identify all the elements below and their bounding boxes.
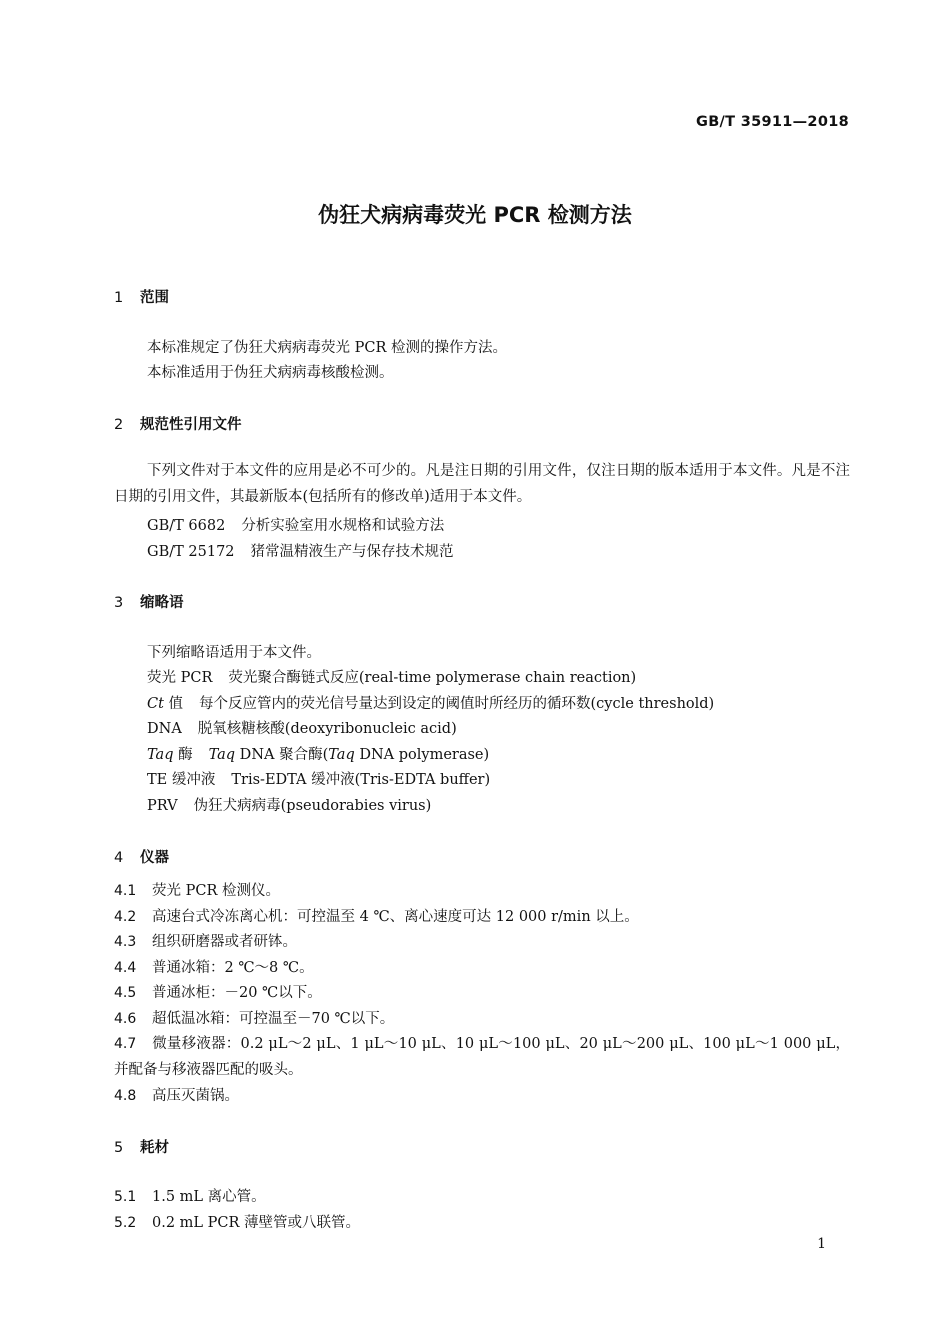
- abbreviation-item: [147, 692, 714, 713]
- abbr-definition: DNA polymerase): [354, 747, 490, 763]
- abbr-term-italic: Ct: [147, 696, 164, 712]
- clause-text: 高压灭菌锅。: [152, 1088, 239, 1104]
- clause-text: 高速台式冷冻离心机：可控温至 4 ℃、离心速度可达 12 000 r/min 以上。: [152, 909, 639, 925]
- clause-text: 超低温冰箱：可控温至－70 ℃以下。: [152, 1011, 395, 1027]
- abbreviation-item: [147, 743, 489, 764]
- section-title: 缩略语: [140, 595, 184, 611]
- section-title: 耗材: [140, 1140, 169, 1156]
- clause-text: 普通冰柜：－20 ℃以下。: [152, 985, 322, 1001]
- section-number: 2: [114, 417, 124, 433]
- abbr-definition: 荧光聚合酶链式反应(real-time polymerase chain reaction): [228, 670, 637, 686]
- clause-text: 0.2 mL PCR 薄壁管或八联管。: [152, 1215, 361, 1231]
- page-number: 1: [817, 1236, 826, 1252]
- clause-number: 4.8: [114, 1088, 137, 1104]
- reference-name: 猪常温精液生产与保存技术规范: [250, 544, 454, 560]
- clause-item: [114, 879, 280, 900]
- section-number: 1: [114, 290, 124, 306]
- abbr-definition-italic: Taq: [208, 747, 236, 763]
- paragraph: 下列缩略语适用于本文件。: [147, 645, 321, 661]
- abbr-definition: DNA 聚合酶(: [235, 747, 329, 763]
- clause-number: 4.2: [114, 909, 137, 925]
- section-number: 5: [114, 1140, 124, 1156]
- abbreviation-item: [147, 666, 636, 687]
- abbreviation-item: [147, 794, 431, 815]
- section-title: 仪器: [140, 850, 169, 866]
- abbr-term: 值: [163, 696, 184, 712]
- section-4-heading: [114, 846, 169, 867]
- abbreviation-item: [147, 717, 457, 738]
- section-number: 4: [114, 850, 124, 866]
- clause-text: 组织研磨器或者研钵。: [152, 934, 297, 950]
- clause-number: 4.4: [114, 960, 137, 976]
- abbr-definition: Tris-EDTA 缓冲液(Tris-EDTA buffer): [231, 772, 491, 788]
- clause-item: [114, 1032, 850, 1083]
- clause-item: [114, 930, 297, 951]
- clause-text: 普通冰箱：2 ℃～8 ℃。: [152, 960, 314, 976]
- clause-number: 4.3: [114, 934, 137, 950]
- reference-item: [147, 514, 444, 535]
- abbr-definition: 伪狂犬病病毒(pseudorabies virus): [193, 798, 432, 814]
- section-2-heading: [114, 413, 242, 434]
- section-title: 范围: [140, 290, 169, 306]
- clause-number: 4.5: [114, 985, 137, 1001]
- clause-number: 4.1: [114, 883, 137, 899]
- abbr-term: 荧光 PCR: [147, 670, 213, 686]
- clause-item: [114, 981, 322, 1002]
- clause-item: [114, 1007, 394, 1028]
- section-number: 3: [114, 595, 124, 611]
- abbreviation-item: [147, 768, 490, 789]
- reference-name: 分析实验室用水规格和试验方法: [241, 518, 445, 534]
- standard-number: GB/T 35911—2018: [696, 114, 849, 130]
- clause-item: [114, 1185, 266, 1206]
- section-1-heading: [114, 286, 169, 307]
- document-title: 伪狂犬病病毒荧光 PCR 检测方法: [318, 203, 632, 227]
- abbr-definition-italic: Taq: [328, 747, 355, 763]
- clause-number: 4.6: [114, 1011, 137, 1027]
- clause-item: [114, 905, 639, 926]
- paragraph: 下列文件对于本文件的应用是必不可少的。凡是注日期的引用文件，仅注日期的版本适用于本文件。凡是不注日期的引用文件，其最新版本(包括所有的修改单)适用于本文件。: [114, 463, 850, 505]
- clause-number: 5.2: [114, 1215, 137, 1231]
- reference-code: GB/T 6682: [147, 518, 226, 534]
- abbr-term: PRV: [147, 798, 178, 814]
- section-title: 规范性引用文件: [140, 417, 242, 433]
- abbr-term: DNA: [147, 721, 182, 737]
- abbr-term: TE 缓冲液: [147, 772, 216, 788]
- abbr-term-italic: Taq: [147, 747, 174, 763]
- paragraph: 本标准规定了伪狂犬病病毒荧光 PCR 检测的操作方法。: [147, 340, 507, 356]
- reference-item: [147, 540, 454, 561]
- clause-text: 荧光 PCR 检测仪。: [152, 883, 280, 899]
- clause-item: [114, 1211, 360, 1232]
- section-5-heading: [114, 1136, 169, 1157]
- clause-item: [114, 1084, 239, 1105]
- clause-number: 5.1: [114, 1189, 137, 1205]
- abbr-term: 酶: [173, 747, 193, 763]
- abbr-definition: 脱氧核糖核酸(deoxyribonucleic acid): [197, 721, 457, 737]
- clause-item: [114, 956, 314, 977]
- clause-text: 1.5 mL 离心管。: [152, 1189, 266, 1205]
- clause-number: 4.7: [114, 1036, 137, 1052]
- section-3-heading: [114, 591, 184, 612]
- abbr-definition: 每个反应管内的荧光信号量达到设定的阈值时所经历的循环数(cycle threshold): [199, 696, 715, 712]
- reference-code: GB/T 25172: [147, 544, 235, 560]
- clause-text: 微量移液器：0.2 μL～2 μL、1 μL～10 μL、10 μL～100 μL、20 μL～200 μL、100 μL～1 000 μL，并配备与移液器匹配的吸头。: [114, 1036, 850, 1078]
- paragraph: 本标准适用于伪狂犬病病毒核酸检测。: [147, 365, 394, 381]
